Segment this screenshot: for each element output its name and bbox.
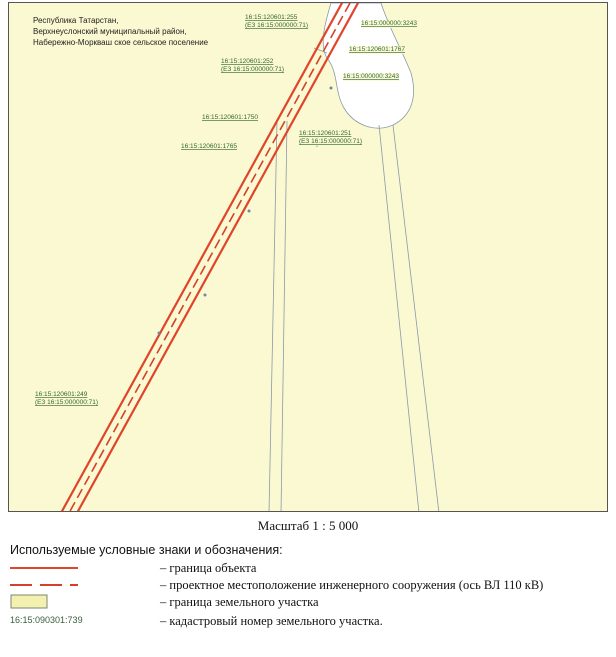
legend-item-land-plot (10, 594, 610, 612)
cadastral-number: 16:15:120601:251 (299, 130, 352, 137)
cadastral-label[interactable] (349, 46, 405, 54)
legend-text: – граница объекта (160, 561, 257, 575)
survey-point (204, 294, 207, 297)
cadastral-number: 16:15:000000:3243 (343, 73, 400, 80)
cadastral-number: 16:15:120601:252 (221, 58, 274, 65)
object-boundary-left (61, 3, 342, 512)
region-line: Верхнеуслонский муниципальный район, (33, 27, 187, 36)
legend-text: – проектное местоположение инженерного сооружения (ось ВЛ 110 кВ) (160, 578, 544, 592)
legend-item-object-boundary (10, 560, 610, 578)
cadastral-label[interactable] (221, 58, 284, 74)
cadastral-note: (ЕЗ 16:15:000000:71) (245, 22, 309, 29)
legend-text: – кадастровый номер земельного участка. (160, 614, 383, 628)
parcel-boundary-line (393, 125, 439, 512)
region-label (33, 15, 208, 48)
map-frame[interactable] (8, 2, 608, 512)
land-plot-symbol (10, 594, 78, 610)
region-line: Набережно-Моркваш ское сельское поселение (33, 38, 209, 47)
legend-title: Используемые условные знаки и обозначения: (10, 543, 283, 557)
cadastral-number-sample: 16:15:090301:739 (10, 615, 83, 625)
cadastral-note: (ЕЗ 16:15:000000:71) (299, 138, 363, 145)
map-canvas (9, 3, 608, 512)
cadastral-label[interactable] (299, 130, 362, 146)
cadastral-label[interactable] (361, 20, 417, 28)
legend-text: – граница земельного участка (160, 595, 319, 609)
parcel-boundary-line (281, 121, 287, 512)
survey-point (330, 87, 333, 90)
survey-point (158, 332, 161, 335)
survey-point (248, 210, 251, 213)
object-boundary-right (77, 3, 358, 512)
parcel-boundary-line (379, 125, 419, 512)
cadastral-number: 16:15:120601:1750 (202, 114, 259, 121)
object-boundary-symbol (10, 560, 78, 576)
cadastral-number: 16:15:120601:255 (245, 14, 298, 21)
cadastral-label[interactable] (181, 143, 237, 151)
legend-item-cadastral-number (10, 613, 610, 631)
cadastral-label[interactable] (202, 114, 258, 122)
parcel-boundary-line (269, 121, 277, 512)
cadastral-number: 16:15:000000:3243 (361, 20, 418, 27)
cadastral-note: (ЕЗ 16:15:000000:71) (221, 66, 285, 73)
cadastral-number: 16:15:120601:1765 (181, 143, 238, 150)
cadastral-number: 16:15:120601:1767 (349, 46, 406, 53)
cadastral-label[interactable] (245, 14, 308, 30)
cadastral-note: (ЕЗ 16:15:000000:71) (35, 399, 99, 406)
axis-line-symbol (10, 577, 78, 593)
region-line: Республика Татарстан, (33, 16, 119, 25)
legend-item-axis-line (10, 577, 610, 595)
cadastral-label[interactable] (343, 73, 399, 81)
cadastral-label[interactable] (35, 391, 98, 407)
axis-line (69, 3, 350, 512)
map-scale: Масштаб 1 : 5 000 (257, 518, 359, 533)
cadastral-number: 16:15:120601:249 (35, 391, 88, 398)
